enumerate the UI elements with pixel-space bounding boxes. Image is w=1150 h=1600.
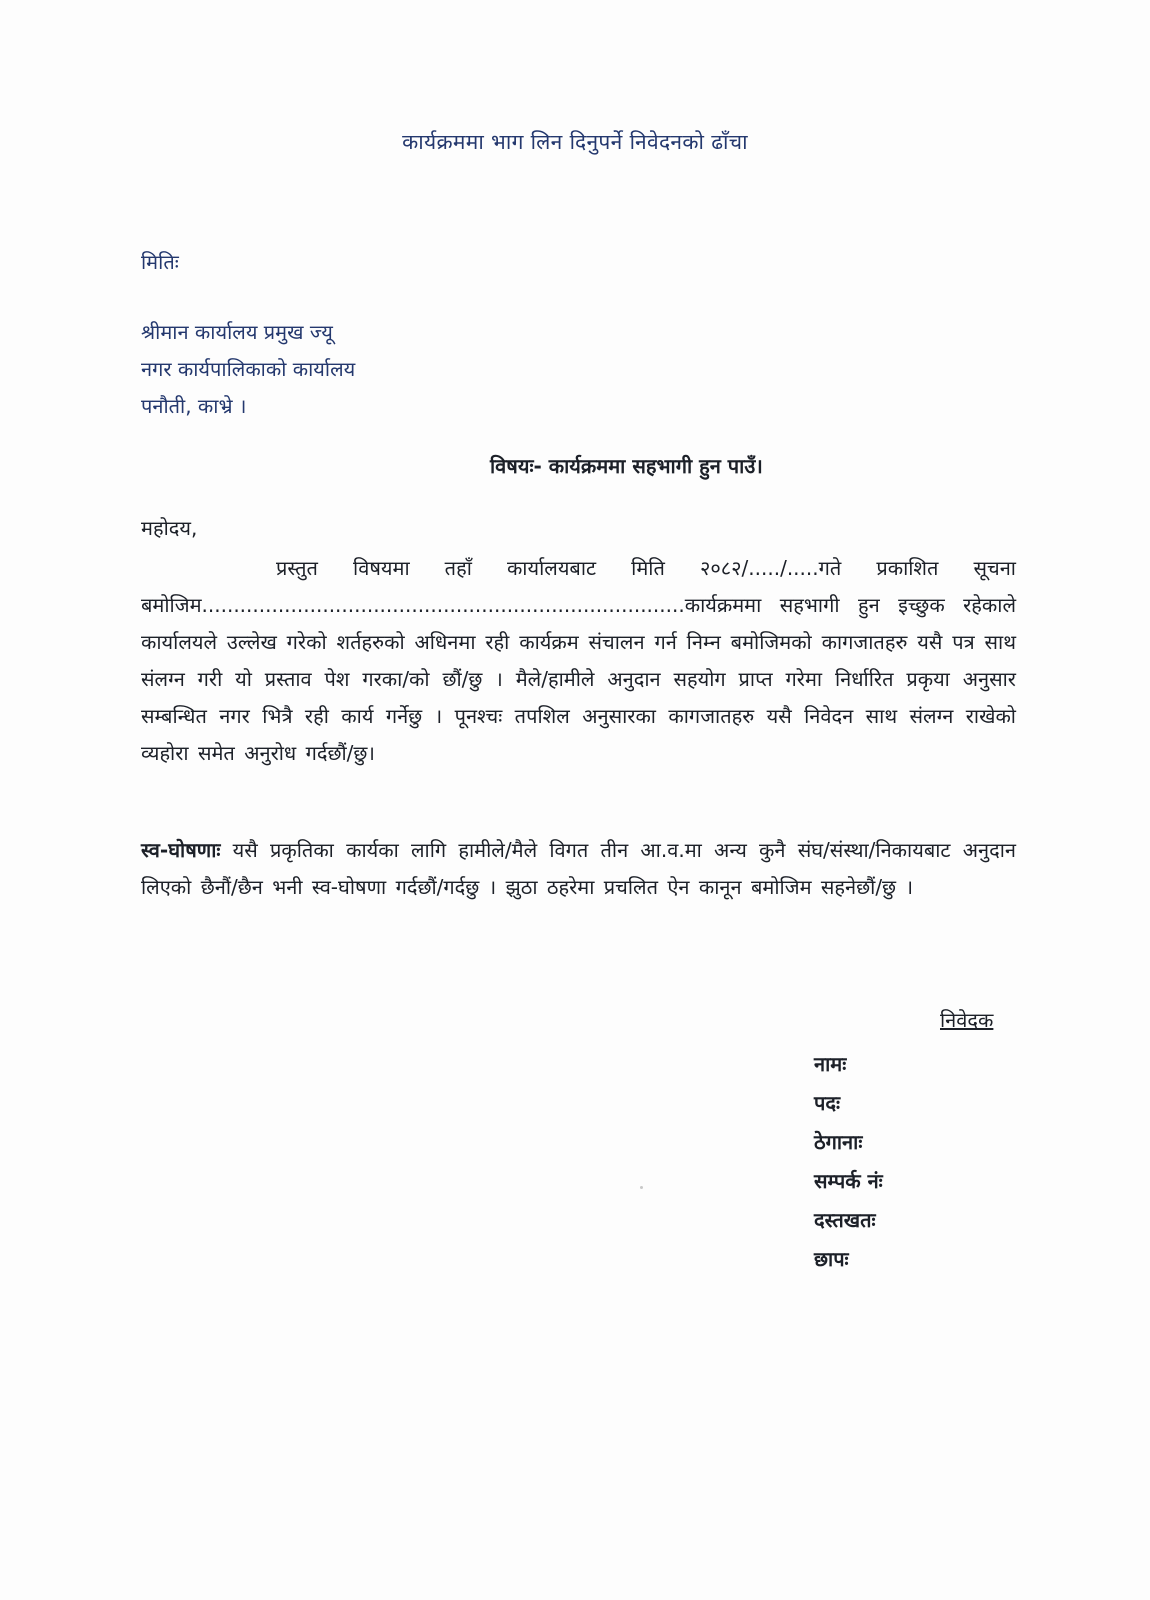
body-paragraph: प्रस्तुत विषयमा तहाँ कार्यालयबाट मिति २०८२/...../.....गते प्रकाशित सूचना बमोजिम............................................................................कार्यक्रममा सहभागी हुन इच्छुक रहेकाले कार्यालयले उल्लेख गरेको शर्तहरुको अधिनमा रही कार्यक्रम संचालन गर्न निम्न बमोजिमको कागजातहरु यसै पत्र साथ संलग्न गरी यो प्रस्ताव पेश गरका/को छौं/छु । मैले/हामीले अनुदान सहयोग प्राप्त गरेमा निर्धारित प्रकृया अनुसार सम्बन्धित नगर भित्रै रही कार्य गर्नेछु । पूनश्चः तपशिल अनुसारका कागजातहरु यसै निवेदन साथ संलग्न राखेको व्यहोरा समेत अनुरोध गर्दछौं/छु। [141,556,1016,765]
field-stamp-label: छापः [814,1247,849,1271]
addressee-line: नगर कार्यपालिकाको कार्यालय [141,357,356,381]
addressee-line: पनौती, काभ्रे । [141,394,247,418]
applicant-heading: निवेदक [940,1008,994,1032]
date-label: मितिः [141,250,179,274]
field-signature-label: दस्तखतः [814,1208,876,1232]
field-position-label: पदः [814,1091,841,1115]
subject-line: विषयः- कार्यक्रममा सहभागी हुन पाउँ। [490,454,763,478]
addressee-line: श्रीमान कार्यालय प्रमुख ज्यू [141,320,333,344]
field-name-label: नामः [814,1052,847,1076]
document-title: कार्यक्रममा भाग लिन दिनुपर्ने निवेदनको ढाँचा [402,130,748,154]
paper-speck [640,1186,643,1189]
field-address-label: ठेगानाः [814,1130,863,1154]
addressee-block [141,314,355,425]
applicant-fields [814,1045,883,1279]
salutation: महोदय, [141,516,198,540]
field-contact-label: सम्पर्क नंः [814,1169,883,1193]
self-declaration-text: यसै प्रकृतिका कार्यका लागि हामीले/मैले विगत तीन आ.व.मा अन्य कुनै संघ/संस्था/निकायबाट अनुदान लिएको छैनौं/छैन भनी स्व-घोषणा गर्दछौं/गर्दछु । झुठा ठहरेमा प्रचलित ऐन कानून बमोजिम सहनेछौं/छु । [141,838,1016,899]
self-declaration-paragraph [141,832,1016,906]
self-declaration-label: स्व-घोषणाः [141,838,221,862]
